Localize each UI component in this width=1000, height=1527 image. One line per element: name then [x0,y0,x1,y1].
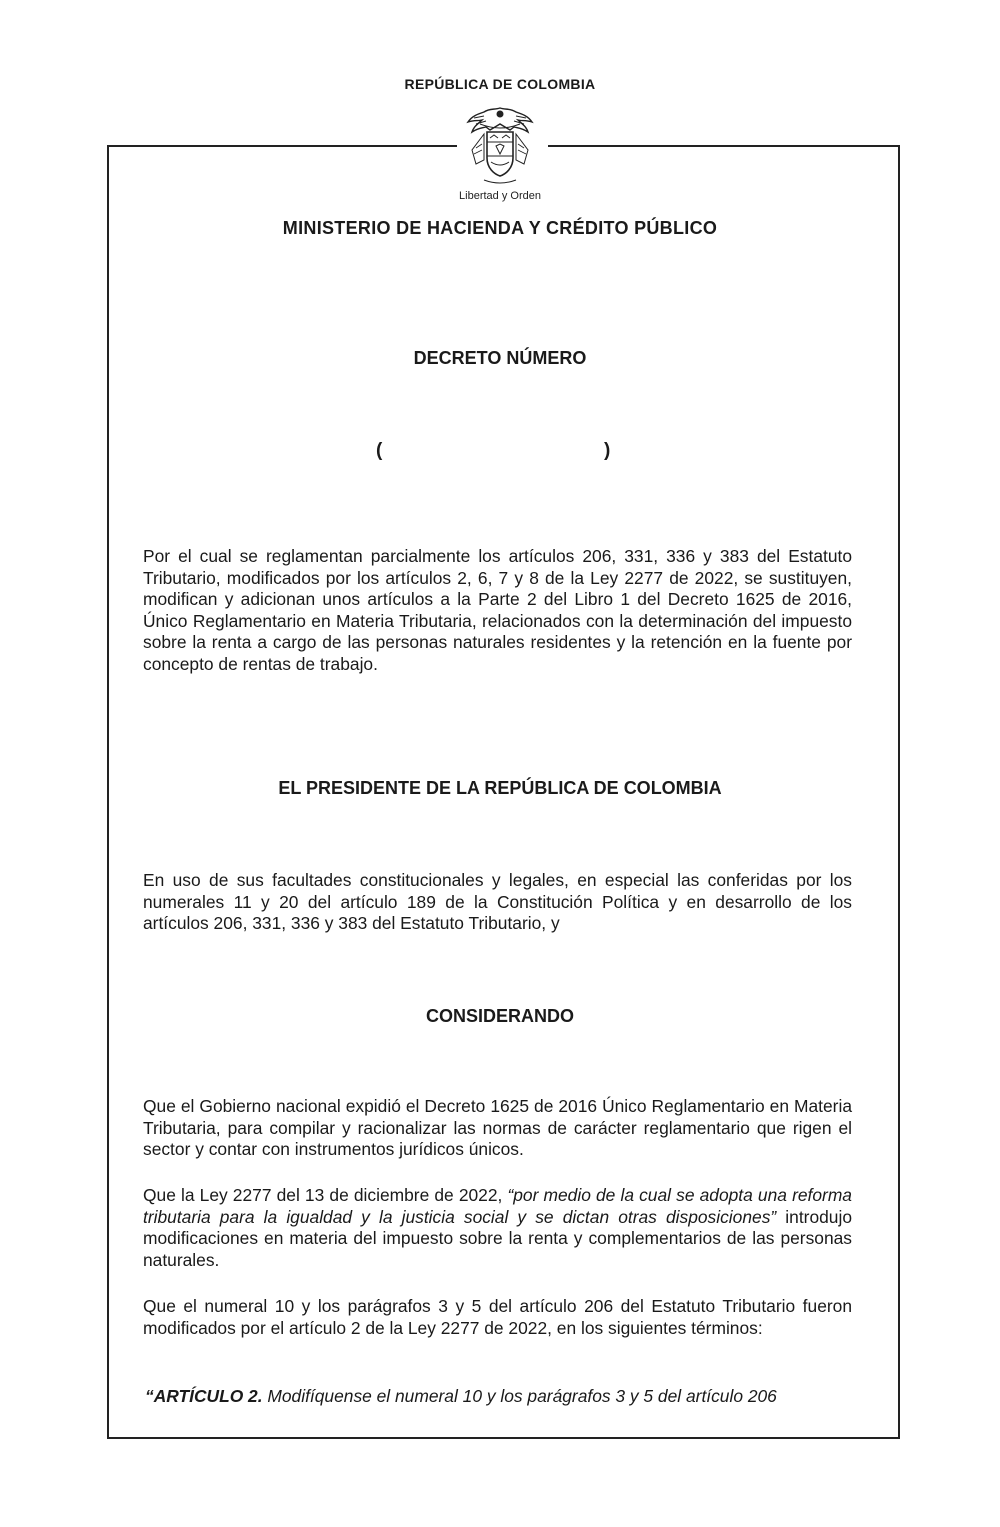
powers-paragraph: En uso de sus facultades constitucionales y legales, en especial las conferidas por los numerales 11 y 20 del artículo 189 de la Constitución Política y en desarrollo de los artículos 206, 331, 336 y 383 del Estatuto Tributario, y [143,870,852,933]
decree-number-open-paren: ( [376,440,383,461]
president-heading: EL PRESIDENTE DE LA REPÚBLICA DE COLOMBIA [278,778,722,798]
law-title-quote: “por medio de la cual se adopta una reforma tributaria para la igualdad y la justicia social y se dictan otras disposiciones” [143,1185,852,1227]
article-heading: “ARTÍCULO 2. [145,1386,263,1406]
decree-summary: Por el cual se reglamentan parcialmente los artículos 206, 331, 336 y 383 del Estatuto Tributario, modificados por los artículos 2, 6, 7 y 8 de la Ley 2277 de 2022, se sustituyen, modifican y adicionan unos artículos a la Parte 2 del Libro 1 del Decreto 1625 de 2016, Único Reglamentario en Materia Tributaria, relacionados con la determinación del impuesto sobre la renta a cargo de las personas naturales residentes y la retención en la fuente por concepto de rentas de trabajo. [143,546,852,674]
frame-top-left-rule [107,145,457,147]
article-quote-line [145,1386,865,1407]
consideration-tail: introdujo modificaciones en materia del impuesto sobre la renta y complementarios de las personas naturales. [143,1206,853,1270]
ministry-title: MINISTERIO DE HACIENDA Y CRÉDITO PÚBLICO [282,218,718,238]
consideration-lead: Que la Ley 2277 del 13 de diciembre de 2022, [143,1185,508,1205]
country-header: REPÚBLICA DE COLOMBIA [404,76,596,92]
consideration-paragraph [143,1185,852,1271]
article-text: Modifíquense el numeral 10 y los parágrafos 3 y 5 del artículo 206 [262,1386,777,1406]
consideration-paragraph: Que el numeral 10 y los parágrafos 3 y 5 del artículo 206 del Estatuto Tributario fueron modificados por el artículo 2 de la Ley 2277 de 2022, en los siguientes términos: [143,1296,852,1338]
national-motto: Libertad y Orden [459,190,541,202]
decree-title: DECRETO NÚMERO [413,348,587,368]
considerando-heading: CONSIDERANDO [425,1006,574,1026]
coat-of-arms-icon [454,102,546,194]
decree-number-close-paren: ) [604,440,611,461]
frame-top-right-rule [548,145,900,147]
consideration-paragraph: Que el Gobierno nacional expidió el Decreto 1625 de 2016 Único Reglamentario en Materia Tributaria, para compilar y racionalizar las normas de carácter reglamentario que rigen el sector y contar con instrumentos jurídicos únicos. [143,1096,852,1159]
